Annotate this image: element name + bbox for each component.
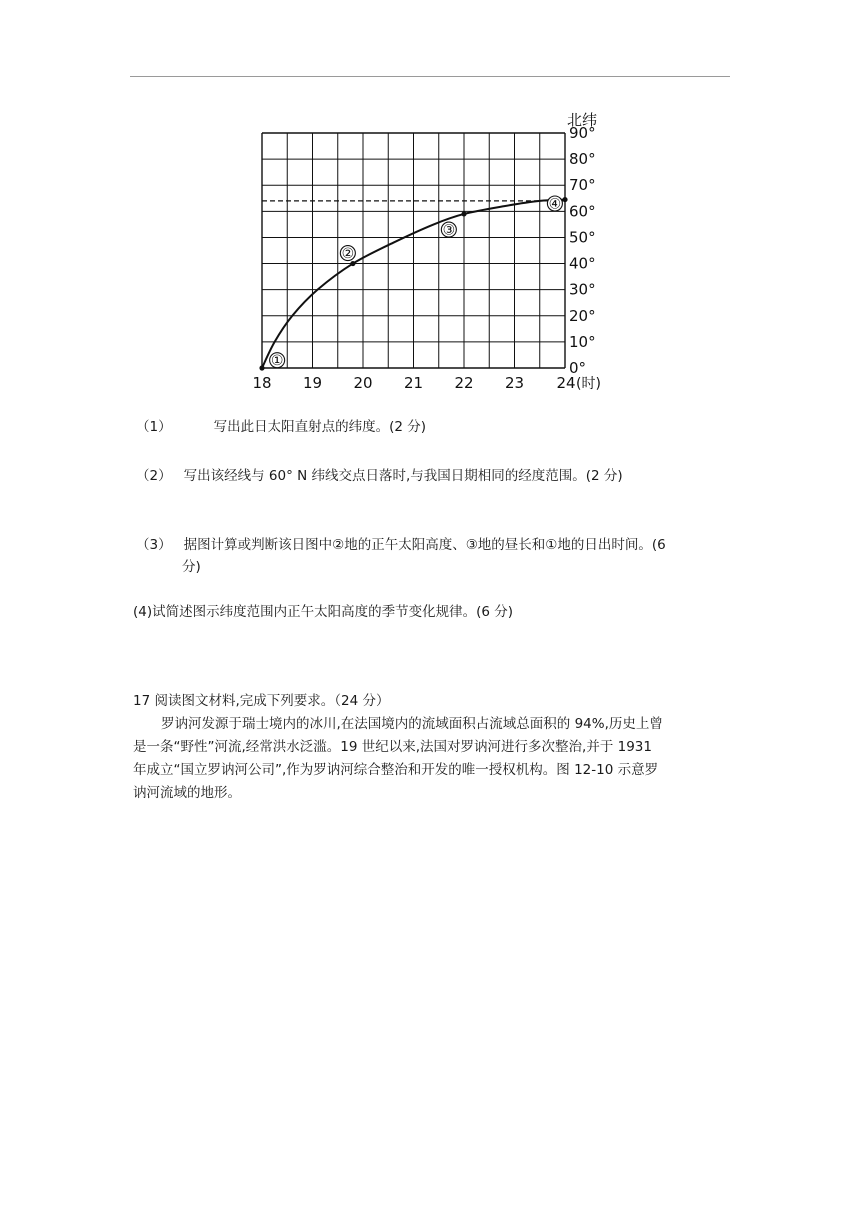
section-line: 是一条“野性”河流,经常洪水泛滥。19 世纪以来,法国对罗讷河进行多次整治,并于 1931	[133, 739, 652, 755]
point-label: ④	[548, 196, 562, 213]
y-axis-label: 北纬	[567, 111, 598, 129]
x-tick-label: 23	[504, 374, 525, 392]
latitude-time-chart	[240, 100, 620, 400]
x-tick-label: 24	[556, 374, 576, 392]
y-tick-label: 70°	[569, 176, 596, 195]
question-number: （1）	[136, 419, 172, 435]
section-line: 年成立“国立罗讷河公司”,作为罗讷河综合整治和开发的唯一授权机构。图 12-10 示意罗	[133, 762, 659, 778]
y-tick-label: 60°	[569, 202, 596, 221]
y-tick-label: 30°	[569, 280, 596, 299]
question-text: (4)试简述图示纬度范围内正午太阳高度的季节变化规律。(6 分)	[133, 604, 514, 620]
y-tick-label: 80°	[569, 150, 596, 169]
x-tick-label: 19	[302, 374, 323, 392]
point-marker	[461, 211, 466, 216]
x-tick-label: 21	[403, 374, 424, 392]
question-3	[136, 534, 666, 556]
y-tick-label: 90°	[569, 124, 596, 142]
point-marker	[259, 365, 264, 370]
y-tick-label: 20°	[569, 306, 596, 325]
y-tick-label: 0°	[569, 359, 587, 377]
question-3-continuation	[182, 556, 201, 578]
point-marker	[562, 197, 567, 202]
question-1	[136, 416, 426, 438]
question-2	[136, 465, 623, 487]
x-tick-label: 20	[353, 374, 373, 392]
section-17	[133, 690, 733, 805]
point-label: ③	[442, 222, 456, 239]
y-tick-label: 10°	[569, 332, 596, 351]
section-line: 罗讷河发源于瑞士境内的冰川,在法国境内的流域面积占流域总面积的 94%,历史上曾	[161, 716, 663, 732]
question-text: 写出该经线与 60° N 纬线交点日落时,与我国日期相同的经度范围。(2 分)	[183, 468, 623, 484]
point-label: ①	[270, 353, 284, 370]
question-text: 写出此日太阳直射点的纬度。(2 分)	[213, 419, 427, 435]
question-text-cont: 分)	[182, 559, 201, 575]
question-text: 据图计算或判断该日图中②地的正午太阳高度、③地的昼长和①地的日出时间。(6	[183, 537, 666, 553]
point-label: ②	[341, 246, 355, 263]
x-tick-label: 18	[252, 374, 272, 392]
header-rule	[130, 76, 730, 77]
question-4	[133, 601, 513, 623]
x-unit-label: (时)	[576, 376, 601, 392]
x-tick-label: 22	[454, 374, 474, 392]
question-number: （3）	[136, 537, 172, 553]
section-line: 讷河流域的地形。	[133, 785, 241, 801]
y-tick-label: 50°	[569, 228, 596, 247]
chart-svg	[240, 100, 620, 400]
question-number: （2）	[136, 468, 172, 484]
y-tick-label: 40°	[569, 254, 596, 273]
section-heading: 17 阅读图文材料,完成下列要求。（24 分）	[133, 693, 390, 709]
